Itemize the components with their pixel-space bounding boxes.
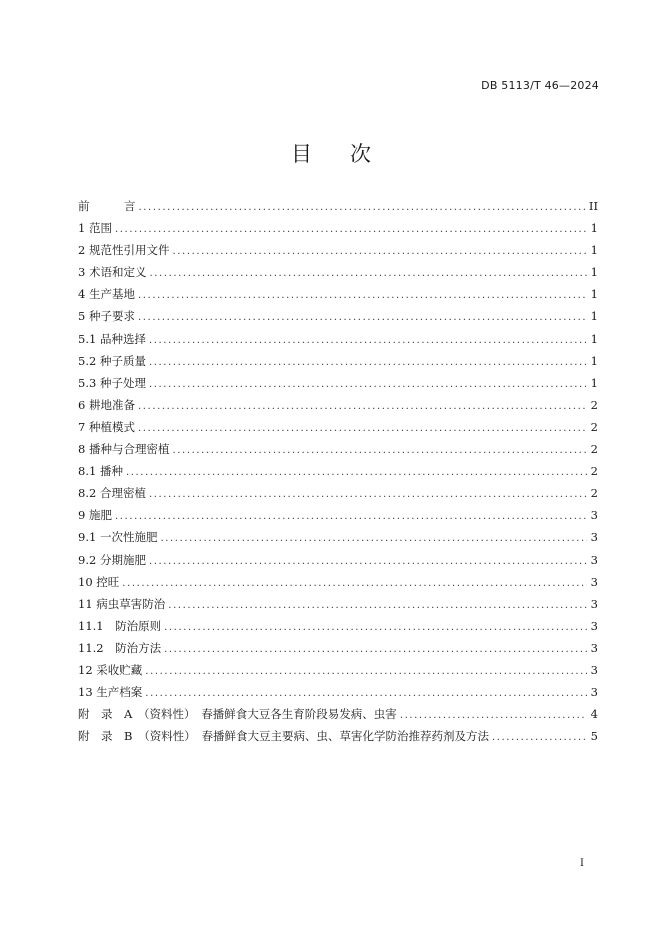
toc-entry-page: 1 bbox=[590, 287, 598, 302]
toc-entry-page: 5 bbox=[590, 729, 598, 744]
toc-entry[interactable] bbox=[78, 198, 598, 220]
toc-entry-appendix-a[interactable] bbox=[78, 706, 598, 728]
toc-entry-page: 3 bbox=[590, 508, 598, 523]
toc-entry-label: 6 耕地准备 bbox=[78, 397, 135, 412]
toc-entry-label: 9 施肥 bbox=[78, 508, 112, 523]
toc-entry[interactable] bbox=[78, 441, 598, 463]
toc-leader-dots bbox=[115, 224, 587, 235]
toc-entry-label: 4 生产基地 bbox=[78, 287, 135, 302]
toc-leader-dots bbox=[149, 379, 587, 390]
toc-entry[interactable] bbox=[78, 618, 598, 640]
toc-entry-page: 1 bbox=[590, 221, 598, 236]
toc-entry[interactable] bbox=[78, 220, 598, 242]
toc-leader-dots bbox=[138, 312, 587, 323]
toc-entry-page: 2 bbox=[590, 464, 598, 479]
toc-entry-label: 11.2 防治方法 bbox=[78, 640, 162, 655]
toc-leader-dots bbox=[168, 600, 587, 611]
toc-entry[interactable] bbox=[78, 640, 598, 662]
toc-entry[interactable] bbox=[78, 574, 598, 596]
toc-leader-dots bbox=[172, 246, 587, 257]
toc-leader-dots bbox=[149, 268, 587, 279]
document-code: DB 5113/T 46—2024 bbox=[481, 79, 599, 92]
toc-entry-label: 9.2 分期施肥 bbox=[78, 552, 146, 567]
toc-leader-dots bbox=[138, 290, 587, 301]
toc-entry-appendix-b[interactable] bbox=[78, 728, 598, 750]
toc-entry-label: 3 术语和定义 bbox=[78, 265, 147, 280]
toc-entry[interactable] bbox=[78, 375, 598, 397]
toc-entry-page: 2 bbox=[590, 442, 598, 457]
toc-leader-dots bbox=[149, 556, 587, 567]
toc-entry-page: II bbox=[588, 199, 598, 213]
toc-entry-label: 10 控旺 bbox=[78, 574, 120, 589]
toc-entry-label: 12 采收贮藏 bbox=[78, 662, 143, 677]
toc-entry-page: 3 bbox=[590, 618, 598, 633]
toc-leader-dots bbox=[115, 511, 587, 522]
toc-leader-dots bbox=[160, 533, 587, 544]
toc-leader-dots bbox=[400, 710, 587, 721]
toc-leader-dots bbox=[149, 335, 587, 346]
toc-entry-label: 1 范围 bbox=[78, 221, 112, 236]
toc-entry-label: 5.2 种子质量 bbox=[78, 353, 146, 368]
toc-entry[interactable] bbox=[78, 552, 598, 574]
toc-entry-page: 1 bbox=[590, 375, 598, 390]
toc-entry-label: 附 录 B （资料性） 春播鲜食大豆主要病、虫、草害化学防治推荐药剂及方法 bbox=[78, 729, 489, 744]
toc-entry-label: 11.1 防治原则 bbox=[78, 618, 162, 633]
footer-page-number: I bbox=[580, 858, 584, 869]
toc-entry[interactable] bbox=[78, 662, 598, 684]
toc-entry[interactable] bbox=[78, 242, 598, 264]
toc-leader-dots bbox=[145, 666, 587, 677]
toc-entry-label: 5.3 种子处理 bbox=[78, 375, 146, 390]
toc-leader-dots bbox=[164, 622, 587, 633]
toc-entry-page: 3 bbox=[590, 662, 598, 677]
toc-leader-dots bbox=[126, 467, 587, 478]
toc-entry-page: 1 bbox=[590, 265, 598, 280]
title-char-2: 次 bbox=[350, 142, 371, 166]
toc-leader-dots bbox=[122, 578, 587, 589]
toc-leader-dots bbox=[492, 732, 587, 743]
toc-entry-page: 3 bbox=[590, 685, 598, 700]
toc-entry-page: 4 bbox=[590, 707, 598, 722]
toc-entry-page: 3 bbox=[590, 530, 598, 545]
toc-entry-label: 7 种植模式 bbox=[78, 419, 135, 434]
toc-entry-page: 2 bbox=[590, 486, 598, 501]
toc-leader-dots bbox=[164, 644, 587, 655]
toc-entry-label: 5 种子要求 bbox=[78, 309, 135, 324]
page-title bbox=[0, 138, 662, 168]
toc-entry-label: 11 病虫草害防治 bbox=[78, 596, 166, 611]
toc-entry-label: 前 言 bbox=[78, 199, 136, 213]
toc-entry-label: 8 播种与合理密植 bbox=[78, 442, 170, 457]
toc-entry-label: 8.2 合理密植 bbox=[78, 486, 146, 501]
toc-entry[interactable] bbox=[78, 529, 598, 551]
toc-leader-dots bbox=[138, 401, 587, 412]
toc-entry-page: 1 bbox=[590, 309, 598, 324]
toc-leader-dots bbox=[145, 688, 587, 699]
toc-entry[interactable] bbox=[78, 397, 598, 419]
toc-entry[interactable] bbox=[78, 286, 598, 308]
toc-entry-page: 3 bbox=[590, 596, 598, 611]
table-of-contents bbox=[78, 198, 598, 750]
toc-entry-page: 1 bbox=[590, 331, 598, 346]
toc-entry-page: 1 bbox=[590, 353, 598, 368]
toc-entry-page: 3 bbox=[590, 574, 598, 589]
title-char-1: 目 bbox=[291, 142, 312, 166]
toc-leader-dots bbox=[139, 202, 586, 213]
toc-entry[interactable] bbox=[78, 419, 598, 441]
toc-leader-dots bbox=[149, 357, 587, 368]
toc-entry-label: 附 录 A （资料性） 春播鲜食大豆各生育阶段易发病、虫害 bbox=[78, 707, 397, 722]
toc-entry[interactable] bbox=[78, 353, 598, 375]
toc-entry[interactable] bbox=[78, 596, 598, 618]
toc-entry-page: 3 bbox=[590, 640, 598, 655]
toc-entry-label: 13 生产档案 bbox=[78, 685, 143, 700]
toc-entry[interactable] bbox=[78, 463, 598, 485]
toc-leader-dots bbox=[138, 423, 587, 434]
toc-entry-page: 2 bbox=[590, 397, 598, 412]
toc-entry-page: 1 bbox=[590, 243, 598, 258]
toc-entry[interactable] bbox=[78, 331, 598, 353]
toc-entry-label: 5.1 品种选择 bbox=[78, 331, 146, 346]
toc-entry-label: 2 规范性引用文件 bbox=[78, 243, 170, 258]
toc-entry-label: 9.1 一次性施肥 bbox=[78, 530, 158, 545]
toc-entry-page: 3 bbox=[590, 552, 598, 567]
toc-entry[interactable] bbox=[78, 308, 598, 330]
toc-entry[interactable] bbox=[78, 684, 598, 706]
toc-entry[interactable] bbox=[78, 264, 598, 286]
toc-entry-page: 2 bbox=[590, 419, 598, 434]
toc-leader-dots bbox=[149, 489, 587, 500]
toc-entry-label: 8.1 播种 bbox=[78, 464, 123, 479]
toc-leader-dots bbox=[172, 445, 587, 456]
toc-entry[interactable] bbox=[78, 507, 598, 529]
toc-entry[interactable] bbox=[78, 485, 598, 507]
